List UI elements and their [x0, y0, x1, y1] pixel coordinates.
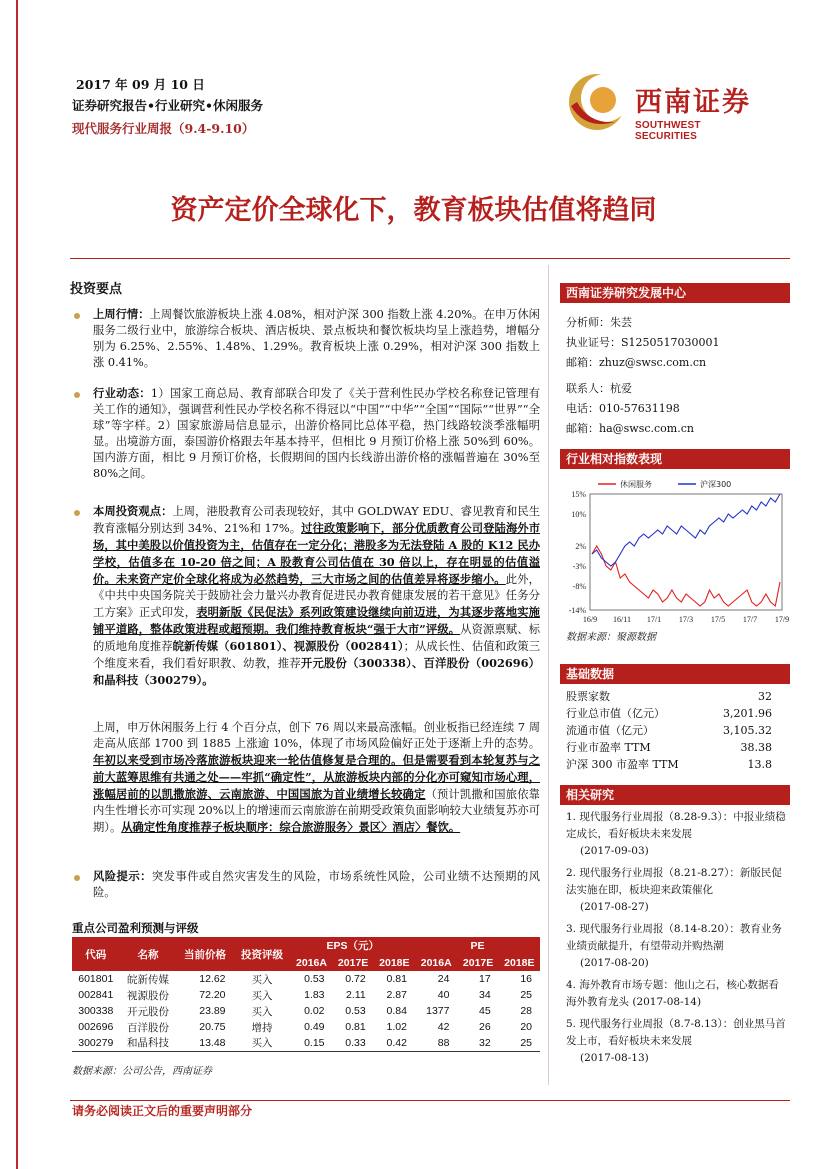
- basic-data-row: [566, 722, 772, 739]
- cell-pe: 28: [520, 1005, 532, 1017]
- cell-price: 72.20: [199, 989, 226, 1001]
- contact-phone: 电话：010-57631198: [566, 402, 680, 415]
- cell-rating: 买入: [251, 973, 273, 986]
- related-title: 3. 现代服务行业周报（8.14-8.20）：教育业务业绩贡献提升，有望带动并购热潮: [566, 923, 782, 952]
- cell-pe: 34: [479, 989, 491, 1001]
- related-date: (2017-08-13): [580, 1052, 649, 1064]
- y-tick-label: 2%: [575, 542, 586, 551]
- related-title: 4. 海外教育市场专题：他山之石，核心数据看海外教育龙头: [566, 979, 779, 1008]
- related-date: (2017-08-20): [580, 957, 649, 969]
- page-title: 资产定价全球化下，教育板块估值将趋同: [170, 195, 657, 226]
- basic-key: 股票家数: [566, 690, 610, 703]
- cell-pe: 1377: [426, 1005, 450, 1017]
- investment-view-paragraph: [93, 503, 540, 689]
- col-rating: 投资评级: [234, 937, 291, 971]
- bullet-icon: [74, 313, 80, 319]
- cell-pe: 25: [520, 989, 532, 1001]
- cell-price: 23.89: [199, 1005, 226, 1017]
- basic-value: 38.38: [740, 741, 772, 754]
- basic-data-row: [566, 705, 772, 722]
- cell-eps: 0.53: [345, 1005, 366, 1017]
- industry-news-label: 行业动态：: [93, 386, 151, 400]
- cell-eps: 0.02: [304, 1005, 325, 1017]
- basic-key: 行业市盈率 TTM: [566, 741, 651, 754]
- basic-data-list: [566, 688, 772, 773]
- industry-news-paragraph: [93, 385, 540, 482]
- col-year: 2017E: [457, 954, 498, 971]
- col-eps: EPS（元）: [291, 937, 415, 954]
- cell-name: 皖新传媒: [127, 973, 170, 986]
- market-review-text-a: 上周，申万休闲服务上行 4 个百分点，创下 76 周以来最高涨幅。创业板指已经连续 7 周走高从底部 1700 到 1885 上涨逾 10%，体现了市场风险偏好正处于逐渐上升的态势。: [93, 721, 540, 750]
- cell-eps: 1.83: [304, 989, 325, 1001]
- related-date: (2017-08-27): [580, 901, 649, 913]
- cell-pe: 88: [415, 1035, 458, 1051]
- legend-label-hs300: 沪深300: [700, 480, 732, 489]
- cell-pe: 32: [457, 1035, 498, 1051]
- col-pe: PE: [415, 937, 540, 954]
- y-tick-label: 10%: [571, 510, 586, 519]
- y-tick-label: -3%: [572, 562, 586, 571]
- cell-eps: 0.49: [304, 1021, 325, 1033]
- cell-code: 002696: [78, 1021, 114, 1033]
- title-divider: [70, 258, 790, 259]
- basic-value: 3,105.32: [723, 724, 772, 737]
- logo-text-cn: 西南证券: [635, 87, 751, 118]
- report-category: 证券研究报告•行业研究•休闲服务: [72, 98, 263, 113]
- cell-name: 和晶科技: [120, 1035, 177, 1051]
- risk-text: 突发事件或自然灾害发生的风险，市场系统性风险，公司业绩不达预期的风险。: [93, 870, 540, 899]
- investment-view-text-a: 上周，港股教育公司表现较好，其中 GOLDWAY EDU、睿见教育和民生教育涨幅分别达到 34%、21%和 17%。: [93, 505, 540, 535]
- cell-pe: 20: [520, 1021, 532, 1033]
- col-year: 2016A: [291, 954, 333, 971]
- analyst-license: 执业证号：S1250517030001: [566, 336, 720, 349]
- weekly-market-paragraph: [93, 306, 540, 371]
- cell-pe: 24: [437, 973, 450, 985]
- cell-pe: 17: [479, 973, 491, 985]
- basic-data-row: [566, 688, 772, 705]
- table-row: [72, 971, 540, 987]
- basic-data-row: [566, 756, 772, 773]
- company-logo: [565, 72, 765, 142]
- basic-key: 行业总市值（亿元）: [566, 707, 665, 720]
- x-tick-label: 16/11: [613, 615, 631, 624]
- list-item[interactable]: [566, 1016, 788, 1067]
- cell-eps: 2.11: [346, 989, 366, 1001]
- weekly-market-label: 上周行情：: [93, 307, 150, 321]
- series-line-hs300: [592, 494, 780, 566]
- cell-eps: 0.33: [333, 1035, 374, 1051]
- research-center-header: 西南证券研究发展中心: [560, 283, 790, 303]
- investment-view-text-h: 开元股份（300338）、百洋股份（002696）和晶科技（300279）。: [93, 656, 540, 687]
- market-review-text-c: （预计凯撒和国旅依靠内生性增长亦可实现 20%以上的增速而云南旅游在前期受政策负面影响较大业绩复苏亦可期）。: [93, 788, 540, 834]
- cell-code: 300279: [72, 1035, 120, 1051]
- x-tick-label: 17/5: [710, 615, 726, 624]
- index-chart-header: 行业相对指数表现: [560, 449, 790, 469]
- col-year: 2018E: [499, 954, 540, 971]
- table-source: 数据来源：公司公告，西南证券: [72, 1066, 212, 1077]
- investment-view-text-c: 此外，《中共中央国务院关于鼓励社会力量兴办教育促进民办教育健康发展的若干意见》任务分工方案》正式印发，: [93, 573, 540, 619]
- cell-code: 601801: [78, 973, 114, 985]
- cell-eps: 0.15: [291, 1035, 333, 1051]
- footer-disclaimer: 请务必阅读正文后的重要声明部分: [72, 1104, 253, 1118]
- x-tick-label: 17/3: [678, 615, 694, 624]
- basic-data-row: [566, 739, 772, 756]
- analyst-email[interactable]: 邮箱：zhuz@swsc.com.cn: [566, 356, 707, 369]
- basic-key: 沪深 300 市盈率 TTM: [566, 758, 679, 771]
- relative-index-chart: [560, 472, 790, 628]
- cell-name: 视源股份: [127, 989, 170, 1002]
- logo-text-en: SOUTHWEST SECURITIES: [635, 120, 701, 142]
- related-title: 5. 现代服务行业周报（8.7-8.13）：创业黑马首发上市，看好板块未来发展: [566, 1018, 786, 1047]
- cell-name: 百洋股份: [127, 1021, 170, 1034]
- list-item[interactable]: [566, 809, 788, 860]
- y-tick-label: 15%: [571, 490, 586, 499]
- cell-pe: 26: [479, 1021, 491, 1033]
- related-date: (2017-09-03): [580, 845, 649, 857]
- cell-name: 开元股份: [127, 1005, 170, 1018]
- table-title: 重点公司盈利预测与评级: [72, 921, 199, 935]
- market-review-text-b: 年初以来受到市场冷落旅游板块迎来一轮估值修复是合理的。但是需要看到本轮复苏与之前大蓝筹思维有共通之处——牢抓“确定性”，从旅游板块内部的分化亦可窥知市场心理，涨幅居前的以凯撒旅游、云南旅游、中国国旅为首业绩增长较确定: [93, 753, 540, 801]
- col-year: 2017E: [333, 954, 374, 971]
- related-title: 1. 现代服务行业周报（8.28-9.3）：中报业绩稳定成长，看好板块未来发展: [566, 811, 786, 840]
- col-year: 2018E: [374, 954, 415, 971]
- cell-eps: 0.53: [304, 973, 325, 985]
- contact-name: 联系人：杭爱: [566, 382, 632, 395]
- weekly-market-text: 上周餐饮旅游板块上涨 4.08%，相对沪深 300 指数上涨 4.20%。在申万休闲服务二级行业中，旅游综合板块、酒店板块、景点板块和餐饮板块均呈上涨趋势，增幅分别为 6.25%、2.55%、1.48%、1.29%。教育板块上涨 0.29%，相对沪深 300 指数上涨 0.41%。: [93, 308, 540, 369]
- cell-eps: 0.81: [386, 973, 407, 985]
- cell-rating: 增持: [251, 1021, 273, 1034]
- cell-price: 20.75: [199, 1021, 226, 1033]
- x-tick-label: 16/9: [582, 615, 598, 624]
- bullet-icon: [74, 392, 80, 398]
- contact-email[interactable]: 邮箱：ha@swsc.com.cn: [566, 422, 694, 435]
- y-tick-label: -14%: [568, 606, 586, 615]
- report-date: 2017 年 09 月 10 日: [76, 77, 205, 92]
- market-review-paragraph: [93, 720, 540, 836]
- investment-heading: 投资要点: [70, 282, 123, 297]
- investment-view-text-g: ；从成长性、估值和政策三个维度来看，我们看好职教、幼教，推荐: [93, 640, 540, 670]
- investment-view-text-b: 过往政策影响下，部分优质教育公司登陆海外市场，其中美股以价值投资为主，估值存在一定分化；港股多为无法登陆 A 股的 K12 民办学校，估值多在 10-20 倍之间；A 股教育公司估值在 30 倍以上，存在明显的估值溢价。未来资产定价全球化将成为必然趋势，三大市场之间的估值差异将逐步缩小。: [93, 521, 540, 586]
- cell-rating: 买入: [251, 1005, 273, 1018]
- related-title: 2. 现代服务行业周报（8.21-8.27）：新版民促法实施在即，板块迎来政策催化: [566, 867, 782, 896]
- basic-value: 3,201.96: [723, 707, 772, 720]
- earnings-table: [72, 937, 540, 1052]
- table-row: [72, 1003, 540, 1019]
- cell-pe: 40: [437, 989, 450, 1001]
- logo-emblem-icon: [565, 72, 631, 134]
- col-name: 名称: [120, 937, 177, 971]
- left-accent-line: [16, 0, 18, 1169]
- cell-code: 300338: [78, 1005, 114, 1017]
- basic-data-header: 基础数据: [560, 664, 790, 684]
- legend-label-leisure: 休闲服务: [620, 480, 652, 489]
- list-item[interactable]: [566, 977, 788, 1011]
- cell-pe: 42: [437, 1021, 450, 1033]
- x-tick-label: 17/9: [774, 615, 790, 624]
- basic-value: 13.8: [747, 758, 772, 771]
- table-row: [72, 1035, 540, 1051]
- basic-key: 流通市值（亿元）: [566, 724, 654, 737]
- cell-rating: 买入: [251, 989, 273, 1002]
- cell-eps: 0.72: [345, 973, 366, 985]
- chart-source: 数据来源：聚源数据: [566, 632, 656, 643]
- investment-view-text-f: 皖新传媒（601801）、视源股份（002841）: [172, 639, 404, 653]
- related-research-header: 相关研究: [560, 785, 790, 805]
- cell-pe: 45: [479, 1005, 491, 1017]
- related-research-list: [566, 809, 788, 1072]
- cell-code: 002841: [78, 989, 114, 1001]
- col-code: 代码: [72, 937, 120, 971]
- cell-price: 12.62: [199, 973, 226, 985]
- market-review-text-d: 从确定性角度推荐子板块顺序：综合旅游服务〉景区〉酒店〉餐饮。: [121, 820, 461, 834]
- x-tick-label: 17/7: [742, 615, 758, 624]
- list-item[interactable]: [566, 865, 788, 916]
- col-year: 2016A: [415, 954, 458, 971]
- cell-eps: 1.02: [386, 1021, 407, 1033]
- bullet-icon: [74, 875, 80, 881]
- report-series: 现代服务行业周报（9.4-9.10）: [72, 121, 255, 136]
- col-price: 当前价格: [177, 937, 234, 971]
- cell-eps: 0.81: [345, 1021, 366, 1033]
- cell-pe: 25: [499, 1035, 540, 1051]
- investment-view-label: 本周投资观点：: [93, 504, 173, 518]
- cell-rating: 买入: [234, 1035, 291, 1051]
- investment-view-text-e: 从资源禀赋、标的质地角度推荐: [93, 623, 540, 653]
- table-row: [72, 987, 540, 1003]
- risk-paragraph: [93, 868, 540, 901]
- risk-label: 风险提示：: [93, 869, 152, 883]
- investment-view-text-d: 表明新版《民促法》系列政策建设继续向前迈进，为其逐步落地实施铺平道路，整体政策进程或超预期。我们维持教育板块“强于大市”评级。: [93, 605, 540, 636]
- cell-eps: 2.87: [386, 989, 407, 1001]
- list-item[interactable]: [566, 921, 788, 972]
- chart-plot-frame: [590, 494, 782, 610]
- cell-eps: 0.42: [374, 1035, 415, 1051]
- bullet-icon: [74, 510, 80, 516]
- footer-divider: [70, 1100, 790, 1101]
- x-tick-label: 17/1: [646, 615, 662, 624]
- basic-value: 32: [758, 690, 772, 703]
- y-tick-label: -8%: [572, 582, 586, 591]
- cell-price: 13.48: [177, 1035, 234, 1051]
- related-date: (2017-08-14): [632, 996, 702, 1008]
- column-divider: [548, 265, 549, 1085]
- cell-eps: 0.84: [386, 1005, 407, 1017]
- table-row: [72, 1019, 540, 1035]
- cell-pe: 16: [520, 973, 532, 985]
- industry-news-text: 1）国家工商总局、教育部联合印发了《关于营利性民办学校名称登记管理有关工作的通知》，强调营利性民办学校名称不得冠以“中国”“中华”“全国”“国际”“世界”“全球”等字样。2）国家旅游局信息显示，出游价格同比总体平稳，热门线路较淡季涨幅明显。出境游方面，泰国游价格跟去年基本持平，但相比 9 月预订价格上涨 50%到 60%。国内游方面，相比 9 月预订价格，长假期间的国内长线游出游价格的涨幅普遍在 30%至 80%之间。: [93, 387, 540, 480]
- analyst-name: 分析师：朱芸: [566, 316, 632, 329]
- analyst-info: [566, 313, 720, 439]
